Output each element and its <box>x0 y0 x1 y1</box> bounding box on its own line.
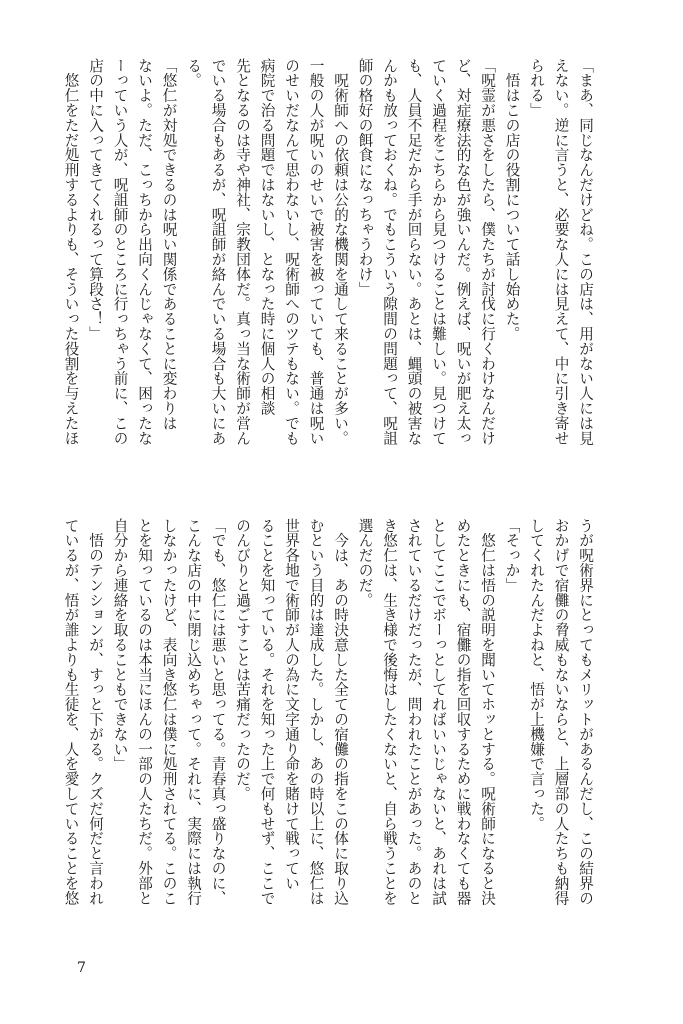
text-line: 「でも、悠仁には悪いと思ってる。青春真っ盛りなのに、 <box>209 518 227 906</box>
text-line: 師の格好の餌食になっちゃうわけ」 <box>356 58 374 297</box>
text-line: 世界各地で術師が人の為に文字通り命を賭けて戦ってい <box>283 518 300 891</box>
text-line: ることを知っている。それを知った上で何もせず、ここで <box>258 518 276 906</box>
text-line: んかも放っておくね。でもこういう隙間の問題って、呪詛 <box>381 58 398 446</box>
text-line: 「呪霊が悪さをしたら、僕たちが討伐に行くわけなんだけ <box>479 58 496 446</box>
page-number: 7 <box>77 960 86 976</box>
text-line: ないよ。ただ、こっちから出向くんじゃなくて、困ったな <box>136 58 153 446</box>
text-line: 呪術師への依頼は公的な機関を通して来ることが多い。 <box>332 58 349 446</box>
text-line: き悠仁は、生き様で後悔はしたくないと、自ら戦うことを <box>381 518 398 906</box>
text-block-bottom <box>62 518 597 950</box>
text-line: うが呪術界にとってもメリットがあるんだし、この結界の <box>577 518 594 906</box>
text-line: ていく過程をこちらから見つけることは難しい。見つけて <box>430 58 447 446</box>
text-line: してくれたんだよねと、悟が上機嫌で言った。 <box>528 518 545 831</box>
text-line: としてここでボーっとしてればいいじゃないと、あれは試 <box>430 518 447 906</box>
text-line: えない。逆に言うと、必要な人には見えて、中に引き寄せ <box>552 58 570 446</box>
text-line: 悟のテンションが、すっと下がる。クズだ何だと言われ <box>87 518 104 906</box>
text-line: むという目的は達成した。しかし、あの時以上に、悠仁は <box>307 518 325 906</box>
text-line: 選んだのだ。 <box>356 518 374 608</box>
text-line: のんびりと過ごすことは苦痛だったのだ。 <box>234 518 251 802</box>
text-line: のせいだなんて思わないし、呪術師へのツテもない。でも <box>283 58 300 446</box>
text-line: めたときにも、宿儺の指を回収するために戦わなくても器 <box>454 518 472 906</box>
text-line: られる」 <box>528 58 545 118</box>
text-line: 今は、あの時決意した全ての宿儺の指をこの体に取り込 <box>332 518 349 906</box>
text-line: ているが、悟が誰よりも生徒を、人を愛していることを悠 <box>62 518 80 906</box>
text-line: 「まあ、同じなんだけどね。この店は、用がない人には見 <box>577 58 594 446</box>
text-line: しなかったけど、表向き悠仁は僕に処刑されてる。このこ <box>160 518 178 906</box>
text-line: 先となるのは寺や神社、宗教団体だ。真っ当な術師が営ん <box>234 58 251 446</box>
text-line: 店の中に入ってきてくれるって算段さ！」 <box>87 58 104 342</box>
text-line: 一般の人が呪いのせいで被害を被っていても、普通は呪い <box>307 58 325 446</box>
text-block-top <box>62 58 597 490</box>
text-line: 悠仁は悟の説明を聞いてホッとする。呪術師になると決 <box>479 518 496 906</box>
text-line: も、人員不足だから手が回らない。あとは、蝿頭の被害な <box>405 58 423 446</box>
text-line: ど、対症療法的な色が強いんだ。例えば、呪いが肥え太っ <box>454 58 472 446</box>
text-line: 病院で治る問題ではないし、となった時に個人の相談 <box>258 58 276 416</box>
text-line: 「そっか」 <box>503 518 521 593</box>
text-line: 自分から連絡を取ることもできない」 <box>111 518 129 772</box>
text-line: ーっていう人が、呪詛師のところに行っちゃう前に、この <box>111 58 129 446</box>
text-line: 悠仁をただ処刑するよりも、そういった役割を与えたほ <box>62 58 80 446</box>
text-line: 「悠仁が対処できるのは呪い関係であることに変わりは <box>160 58 178 431</box>
text-line: でいる場合もあるが、呪詛師が絡んでいる場合も大いにあ <box>209 58 227 446</box>
text-line: 悟はこの店の役割について話し始めた。 <box>503 58 521 342</box>
text-line: おかげで宿儺の脅威もないならと、上層部の人たちも納得 <box>552 518 570 906</box>
text-line: る。 <box>185 58 202 88</box>
text-line: こんな店の中に閉じ込めちゃって。それに、実際には執行 <box>185 518 202 906</box>
text-line: とを知っているのは本当にほんの一部の人たちだ。外部と <box>136 518 153 906</box>
text-line: されているだけだったが、問われたことがあった。あのと <box>405 518 423 906</box>
